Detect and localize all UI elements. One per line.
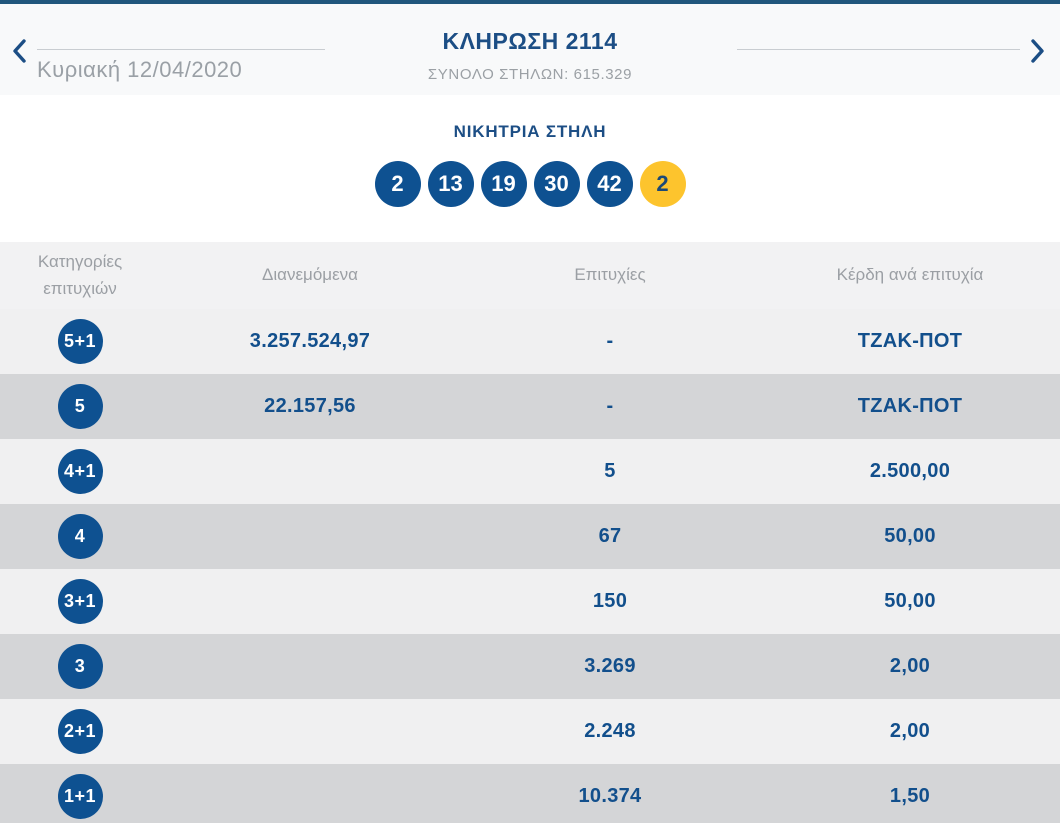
left-divider-line bbox=[37, 49, 325, 50]
previous-draw-button[interactable] bbox=[4, 37, 34, 67]
prize-value: ΤΖΑΚ-ΠΟΤ bbox=[857, 330, 963, 352]
header-categories: Κατηγορίες επιτυχιών bbox=[37, 252, 123, 298]
category-badge: 2+1 bbox=[58, 709, 103, 754]
winning-column-section bbox=[0, 122, 1060, 207]
table-row bbox=[0, 439, 1060, 504]
table-row bbox=[0, 764, 1060, 823]
winning-column-title: ΝΙΚΗΤΡΙΑ ΣΤΗΛΗ bbox=[453, 122, 607, 141]
winners-value: 10.374 bbox=[578, 785, 642, 807]
winners-value: 5 bbox=[604, 460, 616, 482]
table-row bbox=[0, 374, 1060, 439]
winners-value: 67 bbox=[598, 525, 622, 547]
table-row bbox=[0, 504, 1060, 569]
number-ball: 2 bbox=[375, 161, 421, 207]
winners-value: 3.269 bbox=[584, 655, 636, 677]
header-distributed: Διανεμόμενα bbox=[262, 265, 358, 285]
chevron-left-icon bbox=[12, 38, 27, 67]
winners-value: 150 bbox=[592, 590, 628, 612]
winners-value: - bbox=[606, 330, 614, 352]
winners-value: - bbox=[606, 395, 614, 417]
prize-value: 2.500,00 bbox=[869, 460, 951, 482]
category-badge: 4 bbox=[58, 514, 103, 559]
category-badge: 1+1 bbox=[58, 774, 103, 819]
distributed-value: 22.157,56 bbox=[264, 395, 356, 417]
number-ball: 19 bbox=[481, 161, 527, 207]
winners-value: 2.248 bbox=[584, 720, 636, 742]
prize-value: 2,00 bbox=[889, 655, 931, 677]
winning-numbers bbox=[0, 161, 1060, 207]
number-ball: 42 bbox=[587, 161, 633, 207]
category-badge: 5+1 bbox=[58, 319, 103, 364]
draw-total-columns: ΣΥΝΟΛΟ ΣΤΗΛΩΝ: 615.329 bbox=[427, 66, 633, 83]
header-winners: Επιτυχίες bbox=[574, 265, 646, 285]
prize-value: 50,00 bbox=[884, 525, 936, 547]
category-badge: 3 bbox=[58, 644, 103, 689]
number-ball: 13 bbox=[428, 161, 474, 207]
chevron-right-icon bbox=[1030, 38, 1045, 67]
category-badge: 3+1 bbox=[58, 579, 103, 624]
table-row bbox=[0, 699, 1060, 764]
prize-value: 2,00 bbox=[889, 720, 931, 742]
table-row bbox=[0, 634, 1060, 699]
header-prize-per-win: Κέρδη ανά επιτυχία bbox=[836, 265, 984, 285]
table-row bbox=[0, 309, 1060, 374]
right-divider-line bbox=[737, 49, 1020, 50]
draw-heading bbox=[428, 28, 632, 83]
table-header-row bbox=[0, 242, 1060, 309]
number-ball: 30 bbox=[534, 161, 580, 207]
prize-value: ΤΖΑΚ-ΠΟΤ bbox=[857, 395, 963, 417]
table-row bbox=[0, 569, 1060, 634]
next-draw-button[interactable] bbox=[1022, 37, 1052, 67]
draw-date: Κυριακή 12/04/2020 bbox=[37, 57, 243, 82]
results-table bbox=[0, 242, 1060, 823]
category-badge: 5 bbox=[58, 384, 103, 429]
draw-navigation-header bbox=[0, 4, 1060, 95]
prize-value: 1,50 bbox=[889, 785, 931, 807]
joker-ball: 2 bbox=[640, 161, 686, 207]
distributed-value: 3.257.524,97 bbox=[249, 330, 371, 352]
draw-title: ΚΛΗΡΩΣΗ 2114 bbox=[442, 28, 618, 54]
prize-value: 50,00 bbox=[884, 590, 936, 612]
category-badge: 4+1 bbox=[58, 449, 103, 494]
